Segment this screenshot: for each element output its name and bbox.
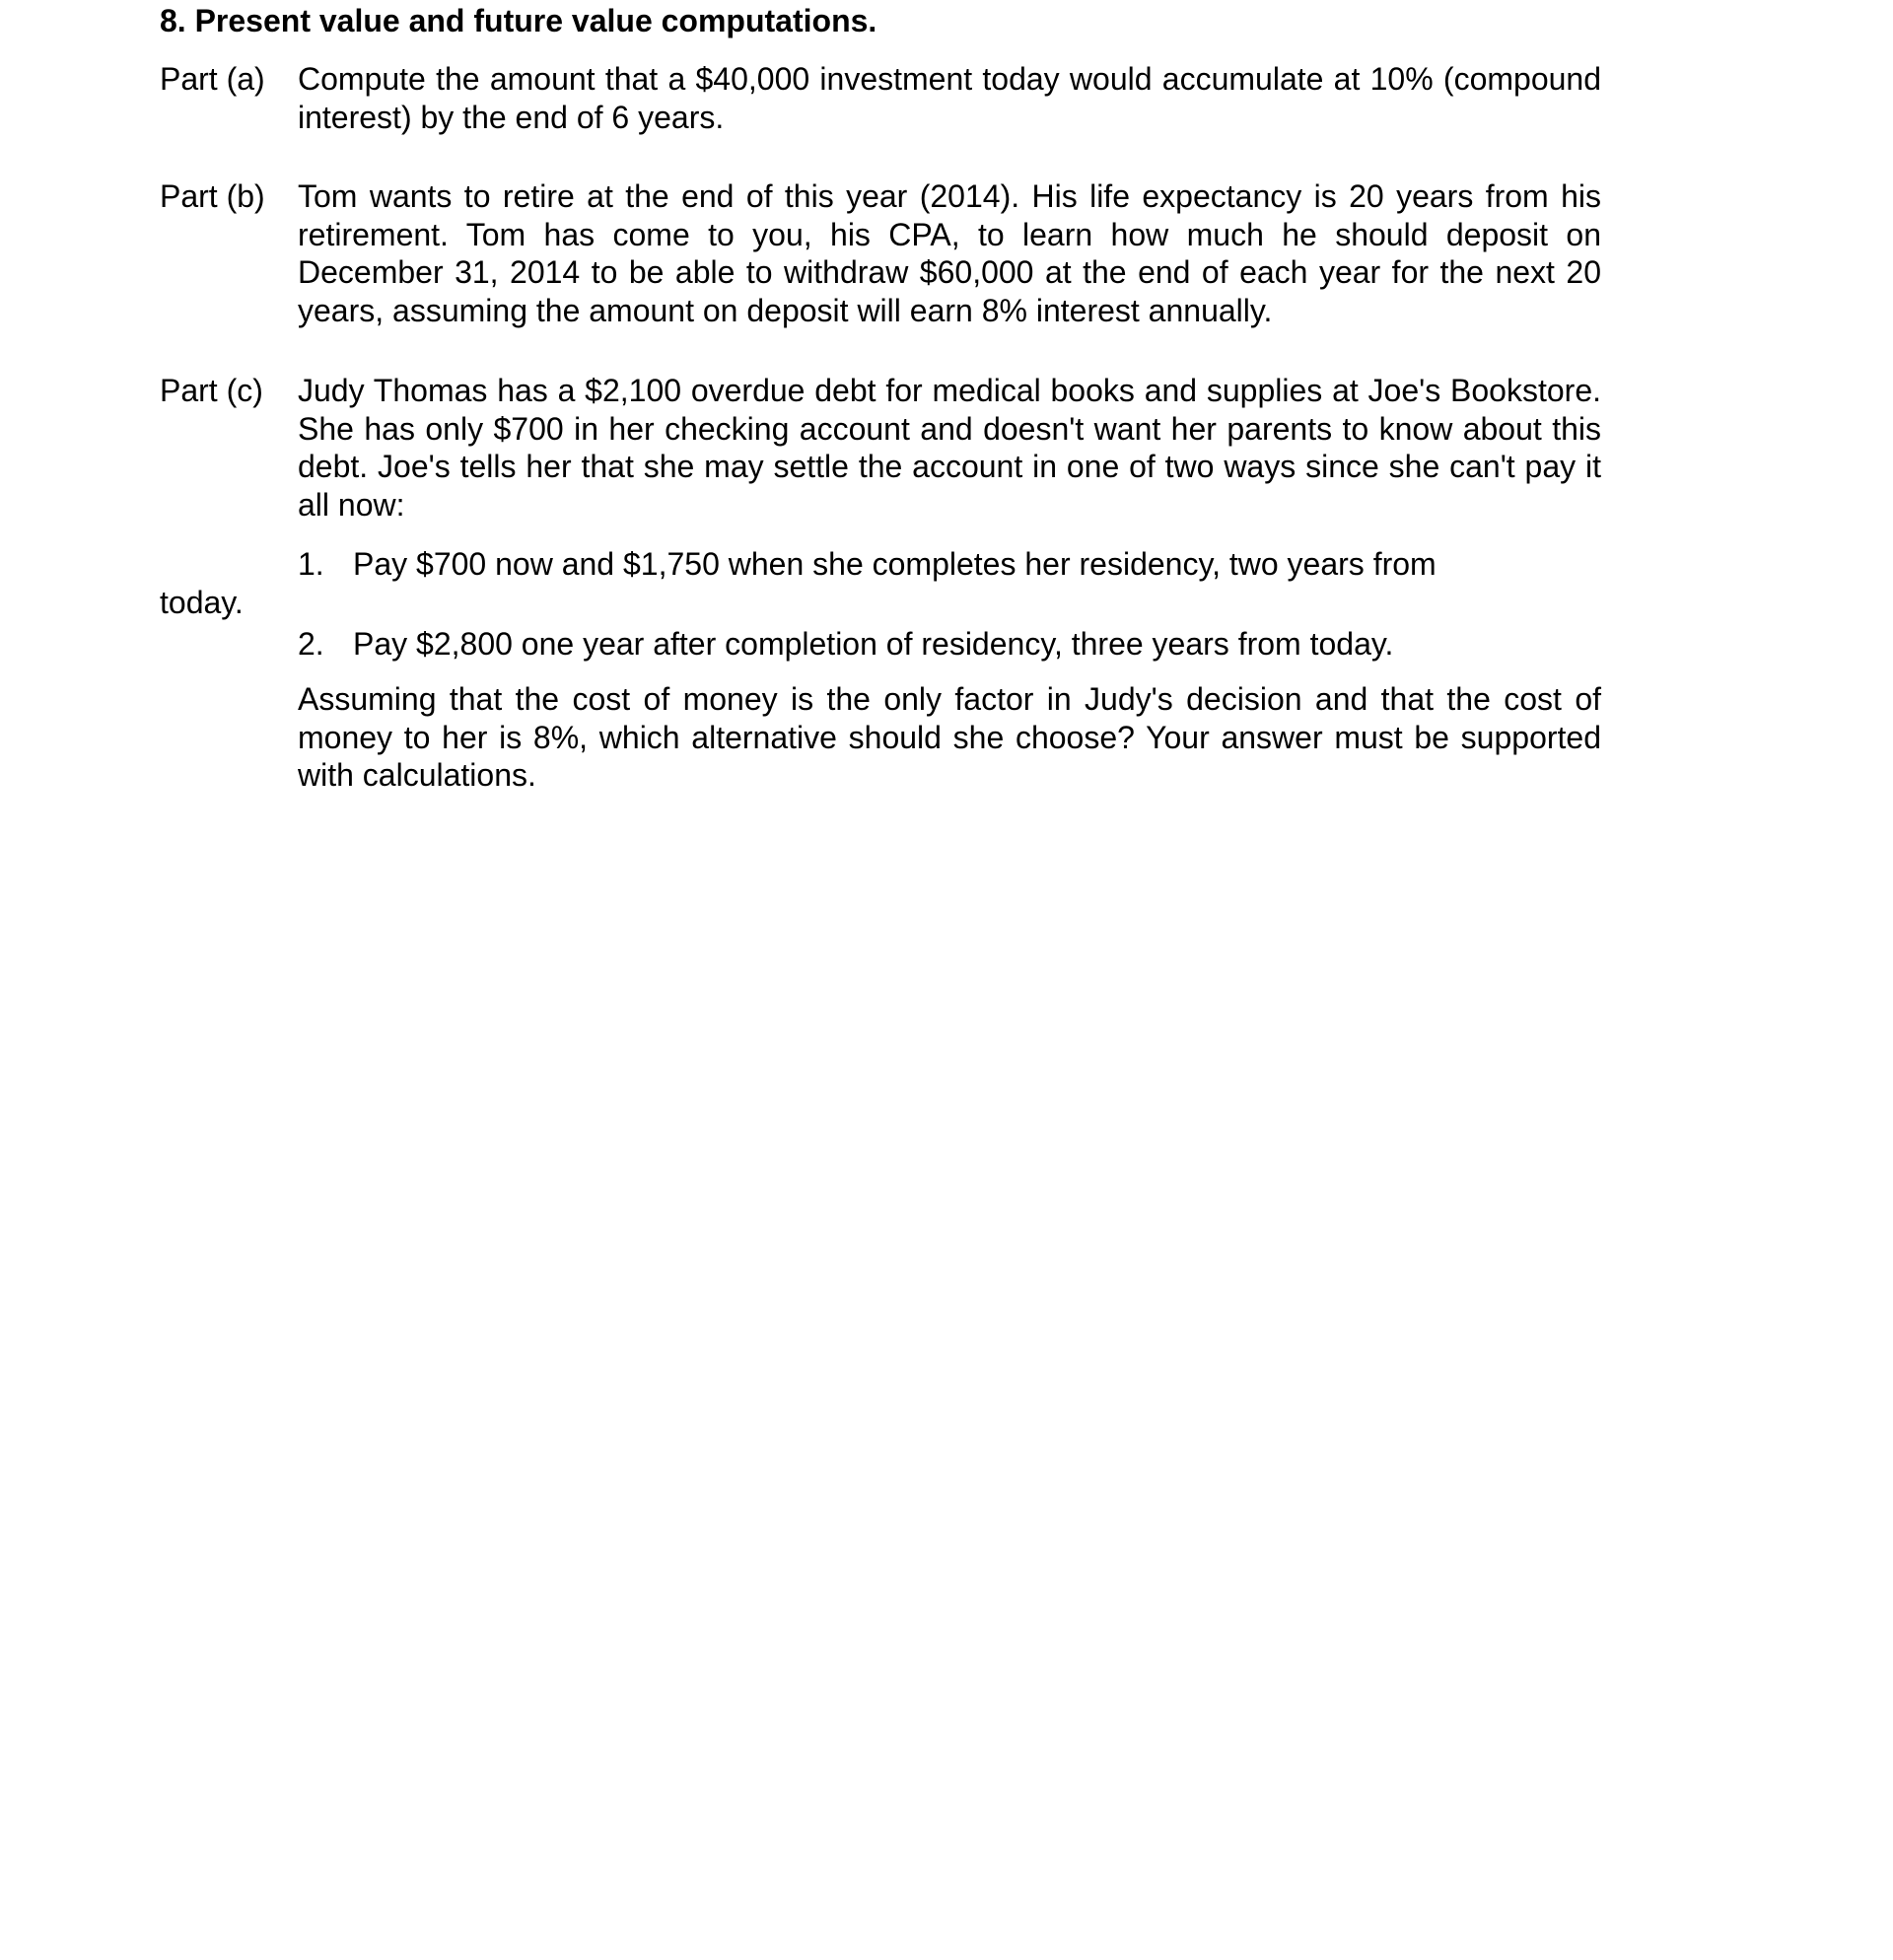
option-2	[298, 625, 1393, 663]
option-1	[298, 545, 1437, 583]
part-c-label: Part (c)	[160, 373, 263, 408]
part-a-label: Part (a)	[160, 61, 265, 97]
option-1-wrap-text: today.	[160, 585, 244, 620]
part-a-text: Compute the amount that a $40,000 investment today would accumulate at 10% (compound interest) by the end of 6 years.	[298, 61, 1601, 135]
part-c-intro: Judy Thomas has a $2,100 overdue debt for medical books and supplies at Joe's Bookstore. She has only $700 in her checking account and doesn't want her parents to know about this debt. Joe's tells her that she may settle the account in one of two ways since she can't pay it all now:	[298, 373, 1601, 523]
part-b-text: Tom wants to retire at the end of this year (2014). His life expectancy is 20 years from his retirement. Tom has come to you, his CPA, to learn how much he should deposit on December 31, 2014 to be able to withdraw $60,000 at the end of each year for the next 20 years, assuming the amount on deposit will earn 8% interest annually.	[298, 178, 1601, 328]
option-1-text: Pay $700 now and $1,750 when she completes her residency, two years from	[353, 546, 1437, 582]
problem-title: 8. Present value and future value computations.	[160, 3, 877, 38]
option-1-number: 1.	[298, 546, 324, 582]
option-2-number: 2.	[298, 626, 324, 662]
option-2-text: Pay $2,800 one year after completion of residency, three years from today.	[353, 626, 1394, 662]
part-b-label: Part (b)	[160, 178, 265, 214]
part-c-question: Assuming that the cost of money is the only factor in Judy's decision and that the cost of money to her is 8%, which alternative should she choose? Your answer must be supported with calculations.	[298, 681, 1601, 793]
